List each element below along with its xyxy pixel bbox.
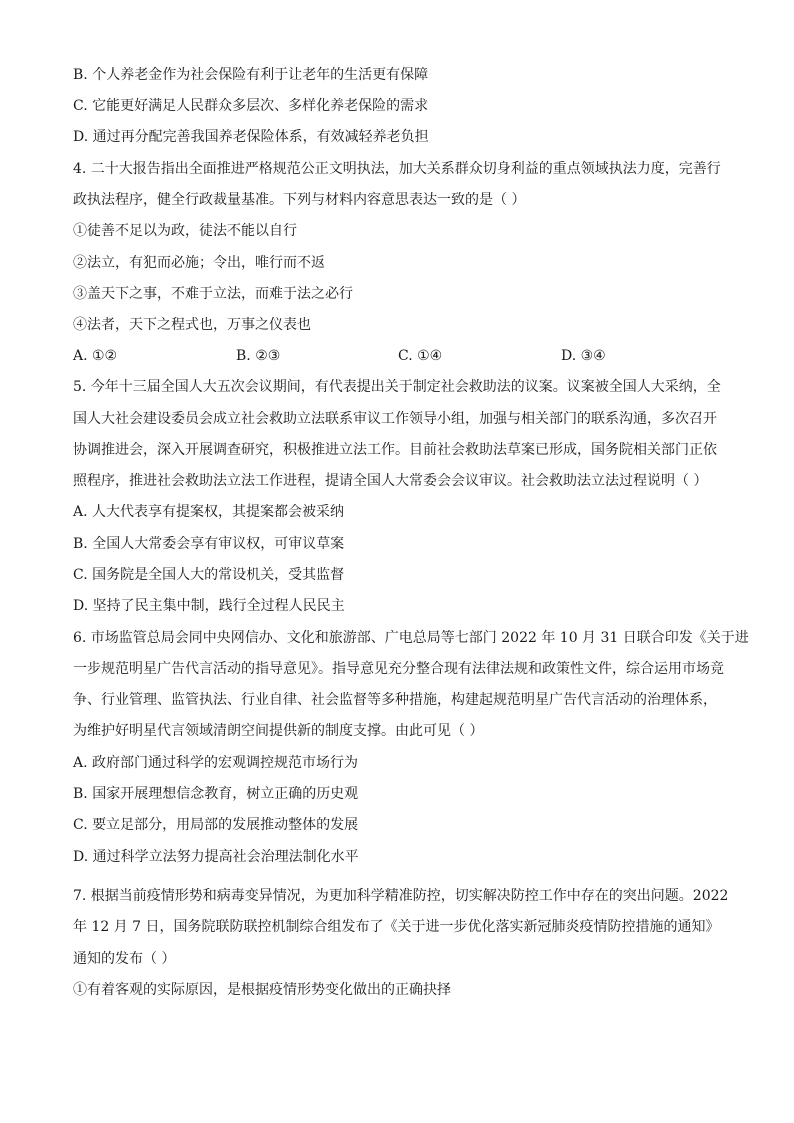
q4-stem-line-2: 政执法程序，健全行政裁量基准。下列与材料内容意思表达一致的是（ ） [73,192,526,208]
q4-item-2: ②法立，有犯而必施；令出，唯行而不返 [73,255,325,271]
q6-stem-line-3: 争、行业管理、监管执法、行业自律、社会监督等多种措施，构建起规范明星广告代言活动的治理体系， [73,692,717,708]
q6-stem-line-2: 一步规范明星广告代言活动的指导意见》。指导意见充分整合现有法律法规和政策性文件，综合运用市场竞 [73,661,724,677]
q5-option-a: A. 人大代表享有提案权，其提案都会被采纳 [73,504,345,520]
q4-choice-a: A. ①② [73,348,118,364]
q5-option-c: C. 国务院是全国人大的常设机关，受其监督 [73,567,345,583]
q6-option-a: A. 政府部门通过科学的宏观调控规范市场行为 [73,755,359,771]
q5-option-d: D. 坚持了民主集中制，践行全过程人民民主 [73,598,345,614]
q5-stem-line-4: 照程序，推进社会救助法立法工作进程，提请全国人大常委会会议审议。社会救助法立法过程说明（ ） [73,473,708,489]
q4-item-4: ④法者，天下之程式也，万事之仪表也 [73,317,311,333]
q4-item-1: ①徒善不足以为政，徒法不能以自行 [73,223,297,239]
q5-stem-line-3: 协调推进会，深入开展调查研究，积极推进立法工作。目前社会救助法草案已形成，国务院相关部门正依 [73,442,717,458]
q6-stem-line-1: 6. 市场监管总局会同中央网信办、文化和旅游部、广电总局等七部门 2022 年 10 月 31 日联合印发《关于进 [73,630,749,646]
q5-option-b: B. 全国人大常委会享有审议权，可审议草案 [73,536,345,552]
q6-stem-line-4: 为维护好明星代言领域清朗空间提供新的制度支撑。由此可见（ ） [73,723,484,739]
q7-stem-line-3: 通知的发布（ ） [73,951,176,967]
q3-option-d: D. 通过再分配完善我国养老保险体系，有效减轻养老负担 [73,129,429,145]
q3-option-c: C. 它能更好满足人民群众多层次、多样化养老保险的需求 [73,98,429,114]
q4-item-3: ③盖天下之事，不难于立法，而难于法之必行 [73,286,353,302]
q6-option-d: D. 通过科学立法努力提高社会治理法制化水平 [73,849,359,865]
q5-stem-line-2: 国人大社会建设委员会成立社会救助立法联系审议工作领导小组，加强与相关部门的联系沟通，多次召开 [73,411,717,427]
q7-stem-line-1: 7. 根据当前疫情形势和病毒变异情况，为更加科学精准防控，切实解决防控工作中存在的突出问题。2022 [73,888,729,904]
q6-option-c: C. 要立足部分，用局部的发展推动整体的发展 [73,817,359,833]
q3-option-b: B. 个人养老金作为社会保险有利于让老年的生活更有保障 [73,67,429,83]
q6-option-b: B. 国家开展理想信念教育，树立正确的历史观 [73,786,359,802]
q4-stem-line-1: 4. 二十大报告指出全面推进严格规范公正文明执法，加大关系群众切身利益的重点领域执法力度，完善行 [73,161,721,177]
q7-stem-line-2: 年 12 月 7 日，国务院联防联控机制综合组发布了《关于进一步优化落实新冠肺炎疫情防控措施的通知》 [73,919,720,935]
q4-choice-b: B. ②③ [236,348,281,364]
q4-choice-c: C. ①④ [398,348,443,364]
q4-choice-d: D. ③④ [561,348,606,364]
q5-stem-line-1: 5. 今年十三届全国人大五次会议期间，有代表提出关于制定社会救助法的议案。议案被全国人大采纳，全 [73,379,721,395]
q7-item-1: ①有着客观的实际原因，是根据疫情形势变化做出的正确抉择 [73,982,451,998]
